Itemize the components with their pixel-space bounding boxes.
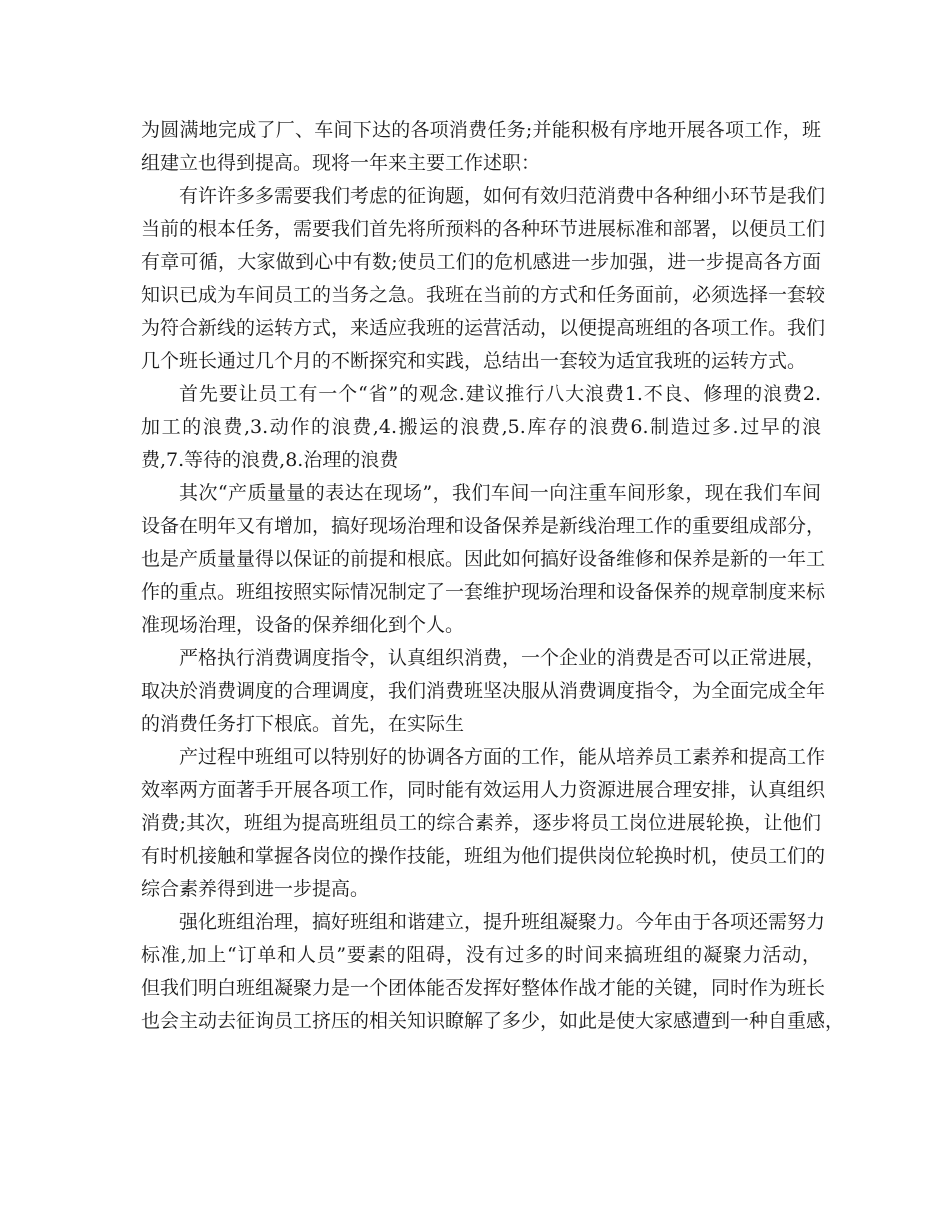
text-line: 但我们明白班组凝聚力是一个团体能否发挥好整体作战才能的关键，同时作为班长 (141, 977, 826, 999)
text-line: 的消费任务打下根底。首先，在实际生 (141, 713, 465, 735)
text-line: 其次“产质量量的表达在现场”，我们车间一向注重车间形象，现在我们车间 (179, 482, 821, 504)
text-line: 知识已成为车间员工的当务之急。我班在当前的方式和任务面前，必须选择一套较 (141, 284, 826, 306)
text-line: 费,7.等待的浪费,8.治理的浪费 (141, 449, 399, 471)
text-line: 为圆满地完成了厂、车间下达的各项消费任务;并能积极有序地开展各项工作，班 (141, 119, 821, 141)
text-line: 当前的根本任务，需要我们首先将所预料的各种环节进展标准和部署，以便员工们 (141, 218, 826, 240)
text-line: 严格执行消费调度指令，认真组织消费，一个企业的消费是否可以正常进展， (179, 647, 826, 669)
text-line: 有许许多多需要我们考虑的征询题，如何有效归范消费中各种细小环节是我们 (179, 185, 826, 207)
text-line: 准现场治理，设备的保养细化到个人。 (141, 614, 465, 636)
text-line: 有时机接触和掌握各岗位的操作技能，班组为他们提供岗位轮换时机，使员工们的 (141, 845, 826, 867)
text-line: 强化班组治理，搞好班组和谐建立，提升班组凝聚力。今年由于各项还需努力 (179, 911, 826, 933)
text-line: 组建立也得到提高。现将一年来主要工作述职： (141, 152, 541, 174)
text-line: 标准,加上“订单和人员”要素的阻碍，没有过多的时间来搞班组的凝聚力活动， (141, 944, 821, 966)
text-line: 综合素养得到进一步提高。 (141, 878, 370, 900)
text-line: 几个班长通过几个月的不断探究和实践，总结出一套较为适宜我班的运转方式。 (141, 350, 807, 372)
text-line: 设备在明年又有增加，搞好现场治理和设备保养是新线治理工作的重要组成部分， (141, 515, 826, 537)
text-line: 效率两方面著手开展各项工作，同时能有效运用人力资源进展合理安排，认真组织 (141, 779, 826, 801)
text-line: 加工的浪费,3.动作的浪费,4.搬运的浪费,5.库存的浪费6.制造过多.过早的浪 (141, 416, 821, 438)
text-line: 作的重点。班组按照实际情况制定了一套维护现场治理和设备保养的规章制度来标 (141, 581, 826, 603)
text-line: 也是产质量量得以保证的前提和根底。因此如何搞好设备维修和保养是新的一年工 (141, 548, 826, 570)
text-line: 产过程中班组可以特别好的协调各方面的工作，能从培养员工素养和提高工作 (179, 746, 826, 768)
text-line: 首先要让员工有一个“省”的观念.建议推行八大浪费1.不良、修理的浪费2. (179, 383, 821, 405)
text-line: 取决於消费调度的合理调度，我们消费班坚决服从消费调度指令，为全面完成全年 (141, 680, 826, 702)
text-line: 为符合新线的运转方式，来适应我班的运营活动，以便提高班组的各项工作。我们 (141, 317, 826, 339)
text-line: 消费;其次，班组为提高班组员工的综合素养，逐步将员工岗位进展轮换，让他们 (141, 812, 821, 834)
text-line: 也会主动去征询员工挤压的相关知识瞭解了多少，如此是使大家感遭到一种自重感， (141, 1010, 845, 1032)
document-body (141, 114, 845, 1038)
text-line: 有章可循，大家做到心中有数;使员工们的危机感进一步加强，进一步提高各方面 (141, 251, 821, 273)
